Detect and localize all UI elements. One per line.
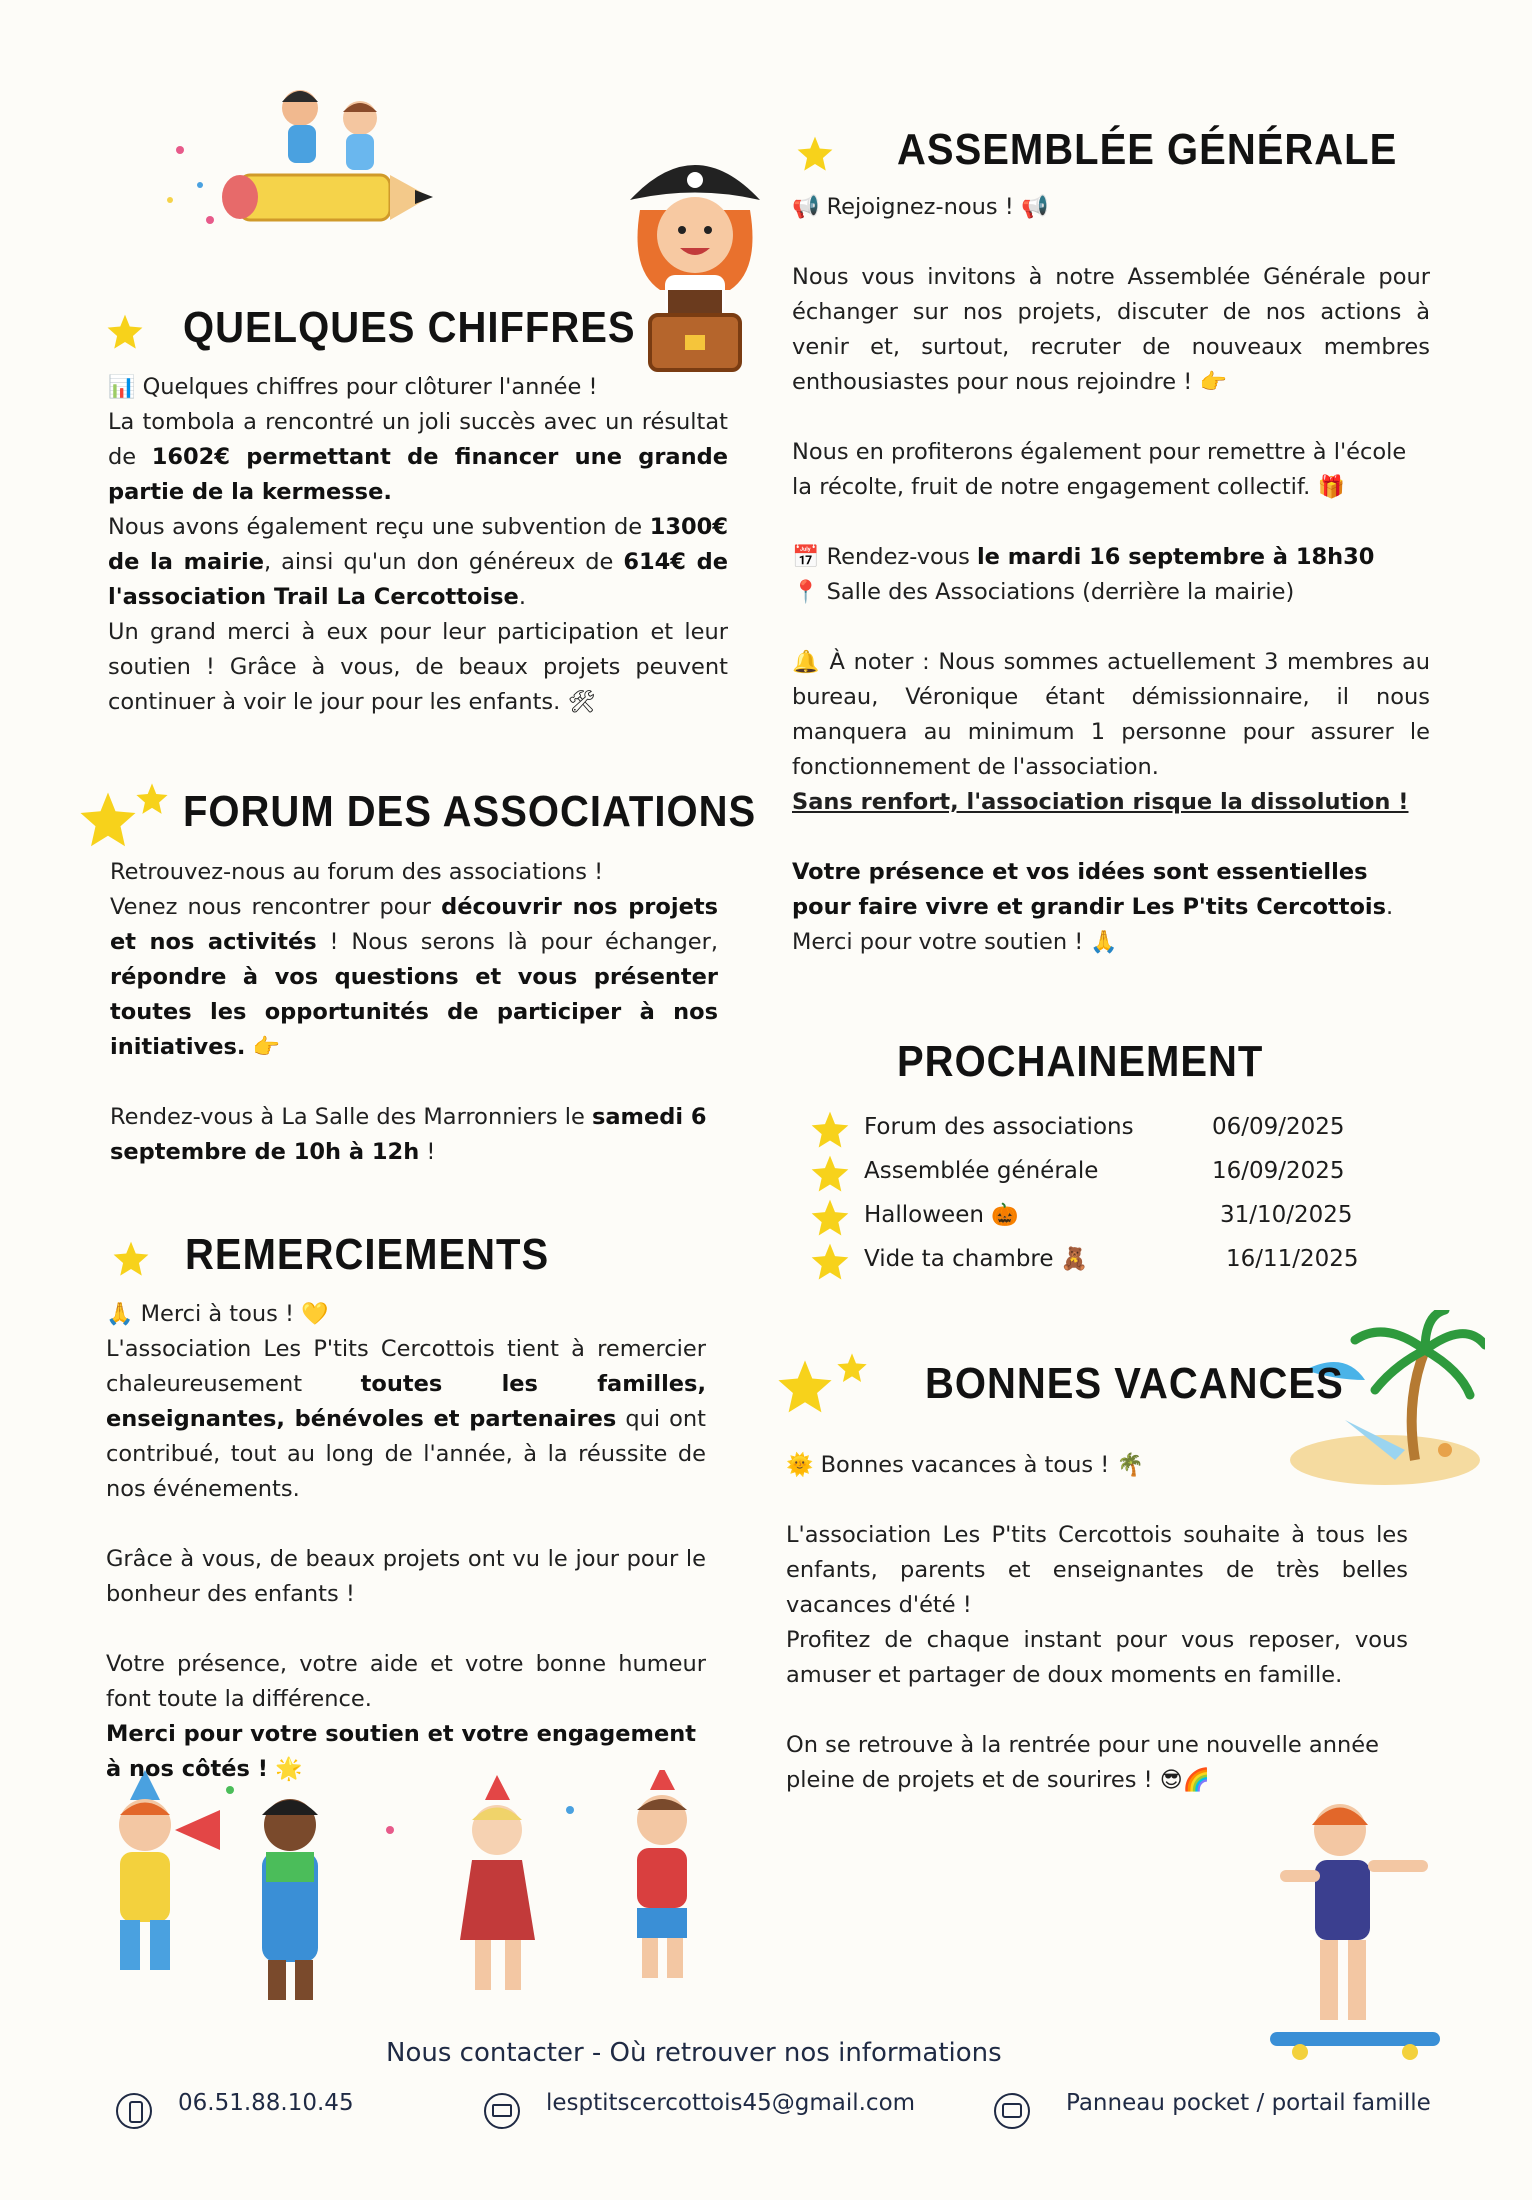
chiffres-body: 📊 Quelques chiffres pour clôturer l'année ! La tombola a rencontré un joli succès avec un résultat de 1602€ permettant de financer une grande partie de la kermesse. Nous avons également reçu une subvention de 1300€ de la mairie, ainsi qu'un don généreux de 614€ de l'association Trail La Cercottoise. Un grand merci à eux pour leur participation et leur soutien ! Grâce à vous, de beaux projets peuvent continuer à voir le jour pour les enfants. 🛠 [108, 374, 728, 715]
skateboard-kid-illustration [1240, 1790, 1460, 2070]
pumpkin-icon: 🎃 [991, 1203, 1019, 1228]
schedule-label: Assemblée générale [864, 1158, 1099, 1184]
star-icon [810, 1198, 850, 1238]
schedule-label: Forum des associations [864, 1114, 1134, 1140]
schedule-label: Vide ta chambre 🧸 [864, 1246, 1089, 1272]
panel-icon [994, 2093, 1030, 2129]
pin-icon: 📍 [792, 580, 820, 605]
tools-icon: 🛠 [567, 690, 596, 715]
star-icon [810, 1110, 850, 1150]
praying-hands-icon: 🙏 [106, 1302, 134, 1327]
yellow-heart-icon: 💛 [301, 1302, 329, 1327]
pointing-hand-icon: 👉 [1199, 370, 1227, 395]
schedule-date: 16/09/2025 [1212, 1158, 1345, 1184]
praying-hands-icon: 🙏 [1090, 930, 1118, 955]
assemblee-body: 📢 Rejoignez-nous ! 📢 Nous vous invitons à notre Assemblée Générale pour échanger sur nos projets, discuter de nos actions à venir et, surtout, recruter de nouveaux membres enthousiastes pour nous rejoindre ! 👉 Nous en profiterons également pour remettre à l'école la récolte, fruit de notre engagement collectif. 🎁 📅 Rendez-vous le mardi 16 septembre à 18h30 📍 Salle des Associations (derrière la mairie) 🔔 À noter : Nous sommes actuellement 3 membres au bureau, Véronique étant démissionnaire, il nous manquera au minimum 1 personne pour assurer le fonctionnement de l'association. Sans renfort, l'association risque la dissolution ! Votre présence et vos idées sont essentielles pour faire vivre et grandir Les P'tits Cercottois. Merci pour votre soutien ! 🙏 [792, 194, 1430, 955]
section-title-remerciements: REMERCIEMENTS [185, 1231, 550, 1279]
star-icon [836, 1352, 868, 1384]
schedule-date: 06/09/2025 [1212, 1114, 1345, 1140]
section-title-chiffres: QUELQUES CHIFFRES [183, 304, 636, 352]
mail-icon [484, 2093, 520, 2129]
schedule-row [810, 1108, 1370, 1152]
teddy-bear-icon: 🧸 [1060, 1247, 1089, 1272]
bar-chart-icon: 📊 [108, 375, 136, 400]
section-title-prochainement: PROCHAINEMENT [897, 1038, 1264, 1086]
pirate-girl-illustration [620, 140, 770, 380]
gift-icon: 🎁 [1317, 475, 1345, 500]
schedule-label: Halloween 🎃 [864, 1202, 1019, 1228]
schedule-row [810, 1240, 1370, 1284]
schedule-date: 31/10/2025 [1220, 1202, 1353, 1228]
palm-tree-icon: 🌴 [1116, 1453, 1144, 1478]
footer-panel[interactable]: Panneau pocket / portail famille [1066, 2090, 1431, 2116]
star-glow-icon: 🌟 [275, 1757, 303, 1782]
kids-on-pencil-illustration [150, 80, 480, 250]
remerciements-body: 🙏 Merci à tous ! 💛 L'association Les P'tits Cercottois tient à remercier chaleureusement toutes les familles, enseignantes, bénévoles et partenaires qui ont contribué, tout au long de l'année, à la réussite de nos événements. Grâce à vous, de beaux projets ont vu le jour pour le bonheur des enfants ! Votre présence, votre aide et votre bonne humeur font toute la différence. Merci pour votre soutien et votre engagement à nos côtés ! 🌟 [106, 1301, 706, 1782]
phone-icon [116, 2093, 152, 2129]
star-icon [135, 782, 169, 816]
megaphone-icon: 📢 [1020, 195, 1049, 220]
section-title-forum: FORUM DES ASSOCIATIONS [183, 788, 757, 836]
schedule-row [810, 1152, 1370, 1196]
star-icon [776, 1358, 834, 1416]
star-icon [112, 1240, 150, 1278]
sun-face-icon: 🌞 [786, 1453, 814, 1478]
star-icon [78, 790, 138, 850]
star-icon [796, 135, 834, 173]
footer-email[interactable]: lesptitscercottois45@gmail.com [546, 2090, 916, 2116]
pointing-hand-icon: 👉 [252, 1035, 280, 1060]
sunglasses-icon: 😎 [1159, 1768, 1183, 1793]
vacances-body: 🌞 Bonnes vacances à tous ! 🌴 L'association Les P'tits Cercottois souhaite à tous les enfants, parents et enseignantes de très belles vacances d'été ! Profitez de chaque instant pour vous reposer, vous amuser et partager de doux moments en famille. On se retrouve à la rentrée pour une nouvelle année pleine de projets et de sourires ! 😎🌈 [786, 1452, 1408, 1793]
bell-icon: 🔔 [792, 650, 821, 675]
star-icon [810, 1154, 850, 1194]
footer-phone[interactable]: 06.51.88.10.45 [178, 2090, 354, 2116]
star-icon [810, 1242, 850, 1282]
kids-party-illustration [90, 1770, 780, 2040]
section-title-vacances: BONNES VACANCES [925, 1360, 1344, 1408]
calendar-icon: 📅 [792, 545, 820, 570]
dissolution-warning: Sans renfort, l'association risque la dissolution ! [792, 789, 1409, 815]
footer-title: Nous contacter - Où retrouver nos informations [386, 2038, 1002, 2068]
rainbow-icon: 🌈 [1182, 1768, 1211, 1793]
forum-body: Retrouvez-nous au forum des associations ! Venez nous rencontrer pour découvrir nos projets et nos activités ! Nous serons là pour échanger, répondre à vos questions et vous présenter toutes les opportunités de participer à nos initiatives. 👉 Rendez-vous à La Salle des Marronniers le samedi 6 septembre de 10h à 12h ! [110, 859, 718, 1165]
star-icon [106, 313, 144, 351]
megaphone-icon: 📢 [792, 195, 820, 220]
schedule-date: 16/11/2025 [1226, 1246, 1359, 1272]
section-title-assemblee: ASSEMBLÉE GÉNÉRALE [897, 126, 1398, 174]
schedule-row [810, 1196, 1370, 1240]
